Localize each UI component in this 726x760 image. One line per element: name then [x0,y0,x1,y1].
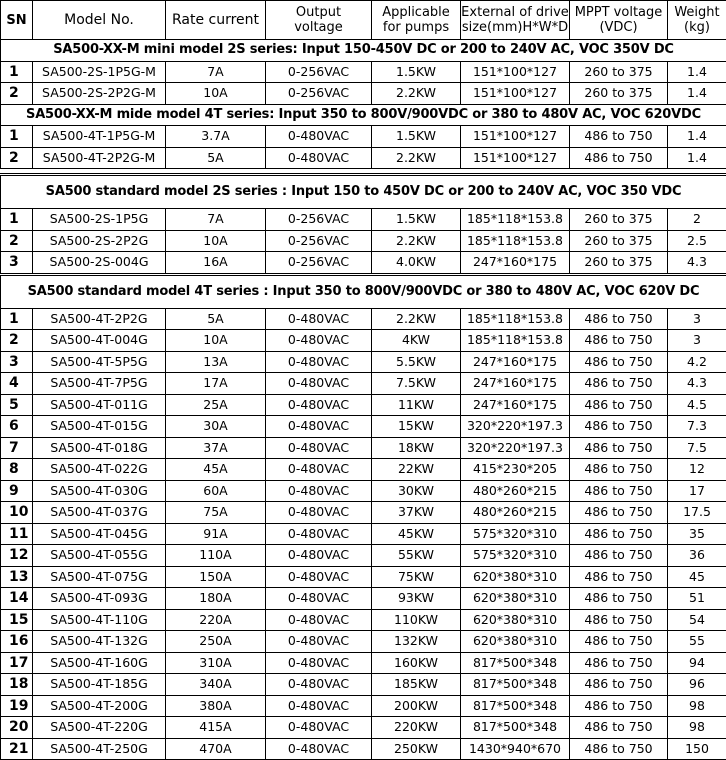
cell-sn: 18 [1,674,33,696]
cell-external-size: 185*118*153.8 [461,330,570,352]
cell-weight: 1.4 [668,61,726,83]
cell-output-voltage: 0-480VAC [266,674,372,696]
cell-weight: 3 [668,308,726,330]
header-weight-line2: (kg) [684,20,710,35]
table-row [1,609,726,631]
cell-weight: 51 [668,588,726,610]
table-row [1,459,726,481]
table-row [1,147,726,169]
table-row [1,502,726,524]
table-row [1,394,726,416]
cell-output-voltage: 0-480VAC [266,695,372,717]
cell-sn: 5 [1,394,33,416]
header-mppt-voltage [570,1,668,40]
cell-external-size: 620*380*310 [461,566,570,588]
table-row [1,351,726,373]
cell-model: SA500-4T-160G [33,652,166,674]
cell-external-size: 151*100*127 [461,147,570,169]
cell-rate-current: 7A [166,61,266,83]
cell-weight: 94 [668,652,726,674]
cell-sn: 20 [1,717,33,739]
cell-sn: 15 [1,609,33,631]
cell-rate-current: 110A [166,545,266,567]
cell-sn: 1 [1,61,33,83]
cell-external-size: 247*160*175 [461,373,570,395]
header-output-voltage [266,1,372,40]
section-title: SA500 standard model 4T series : Input 350 to 800V/900VDC or 380 to 480V AC, VOC 620V DC [1,274,726,308]
cell-model: SA500-4T-093G [33,588,166,610]
cell-mppt-voltage: 486 to 750 [570,566,668,588]
cell-sn: 3 [1,351,33,373]
cell-external-size: 247*160*175 [461,394,570,416]
table-row [1,252,726,275]
cell-weight: 150 [668,738,726,760]
cell-output-voltage: 0-256VAC [266,230,372,252]
cell-sn: 16 [1,631,33,653]
cell-mppt-voltage: 486 to 750 [570,695,668,717]
cell-output-voltage: 0-480VAC [266,330,372,352]
cell-output-voltage: 0-480VAC [266,394,372,416]
cell-rate-current: 415A [166,717,266,739]
cell-rate-current: 37A [166,437,266,459]
cell-model: SA500-4T-004G [33,330,166,352]
cell-mppt-voltage: 486 to 750 [570,437,668,459]
cell-rate-current: 17A [166,373,266,395]
header-external-line1: External of drive [461,5,569,20]
cell-mppt-voltage: 486 to 750 [570,588,668,610]
table-row [1,373,726,395]
cell-output-voltage: 0-480VAC [266,588,372,610]
cell-output-voltage: 0-480VAC [266,373,372,395]
header-output-voltage-line2: voltage [294,20,343,35]
cell-model: SA500-4T-2P2G-M [33,147,166,169]
cell-mppt-voltage: 486 to 750 [570,373,668,395]
cell-weight: 54 [668,609,726,631]
cell-mppt-voltage: 486 to 750 [570,545,668,567]
cell-sn: 21 [1,738,33,760]
cell-rate-current: 10A [166,330,266,352]
table-row [1,330,726,352]
table-row [1,652,726,674]
cell-model: SA500-4T-045G [33,523,166,545]
table-row [1,545,726,567]
cell-mppt-voltage: 486 to 750 [570,652,668,674]
cell-model: SA500-4T-200G [33,695,166,717]
section-title: SA500-XX-M mini model 2S series: Input 150-450V DC or 200 to 240V AC, VOC 350V DC [1,40,726,62]
header-output-voltage-line1: Output [296,5,341,20]
cell-weight: 55 [668,631,726,653]
cell-external-size: 575*320*310 [461,523,570,545]
cell-pump-power: 200KW [372,695,461,717]
cell-weight: 36 [668,545,726,567]
cell-output-voltage: 0-480VAC [266,631,372,653]
header-weight [668,1,726,40]
cell-mppt-voltage: 486 to 750 [570,674,668,696]
cell-output-voltage: 0-480VAC [266,437,372,459]
cell-pump-power: 2.2KW [372,230,461,252]
cell-external-size: 480*260*215 [461,480,570,502]
table-row [1,209,726,231]
cell-weight: 2.5 [668,230,726,252]
cell-sn: 1 [1,126,33,148]
section-header-row [1,274,726,308]
cell-pump-power: 5.5KW [372,351,461,373]
cell-mppt-voltage: 486 to 750 [570,738,668,760]
cell-mppt-voltage: 486 to 750 [570,416,668,438]
cell-rate-current: 380A [166,695,266,717]
header-pumps-line2: for pumps [383,20,449,35]
cell-output-voltage: 0-256VAC [266,61,372,83]
cell-output-voltage: 0-480VAC [266,308,372,330]
section-title: SA500 standard model 2S series : Input 150 to 450V DC or 200 to 240V AC, VOC 350 VDC [1,175,726,209]
header-rate-current: Rate current [166,1,266,40]
cell-external-size: 817*500*348 [461,652,570,674]
cell-mppt-voltage: 260 to 375 [570,61,668,83]
cell-mppt-voltage: 486 to 750 [570,126,668,148]
cell-rate-current: 60A [166,480,266,502]
cell-model: SA500-4T-2P2G [33,308,166,330]
cell-rate-current: 5A [166,308,266,330]
table-row [1,437,726,459]
cell-model: SA500-4T-037G [33,502,166,524]
cell-weight: 35 [668,523,726,545]
cell-mppt-voltage: 486 to 750 [570,523,668,545]
cell-rate-current: 30A [166,416,266,438]
cell-output-voltage: 0-480VAC [266,609,372,631]
header-row [1,1,726,40]
cell-model: SA500-2S-1P5G [33,209,166,231]
cell-pump-power: 160KW [372,652,461,674]
cell-external-size: 185*118*153.8 [461,230,570,252]
cell-external-size: 185*118*153.8 [461,209,570,231]
cell-sn: 10 [1,502,33,524]
cell-rate-current: 220A [166,609,266,631]
cell-sn: 14 [1,588,33,610]
cell-pump-power: 110KW [372,609,461,631]
cell-output-voltage: 0-480VAC [266,566,372,588]
cell-output-voltage: 0-480VAC [266,738,372,760]
cell-rate-current: 45A [166,459,266,481]
cell-mppt-voltage: 486 to 750 [570,502,668,524]
cell-model: SA500-4T-011G [33,394,166,416]
cell-mppt-voltage: 260 to 375 [570,83,668,105]
table-row [1,480,726,502]
cell-rate-current: 91A [166,523,266,545]
table-row [1,566,726,588]
cell-rate-current: 10A [166,230,266,252]
cell-output-voltage: 0-256VAC [266,252,372,275]
cell-model: SA500-2S-2P2G [33,230,166,252]
cell-output-voltage: 0-480VAC [266,480,372,502]
cell-rate-current: 310A [166,652,266,674]
cell-weight: 3 [668,330,726,352]
cell-sn: 7 [1,437,33,459]
cell-mppt-voltage: 486 to 750 [570,147,668,169]
cell-model: SA500-4T-1P5G-M [33,126,166,148]
cell-output-voltage: 0-256VAC [266,209,372,231]
table-row [1,126,726,148]
cell-external-size: 817*500*348 [461,674,570,696]
cell-external-size: 247*160*175 [461,351,570,373]
cell-output-voltage: 0-480VAC [266,717,372,739]
cell-rate-current: 16A [166,252,266,275]
cell-pump-power: 30KW [372,480,461,502]
cell-sn: 1 [1,209,33,231]
cell-model: SA500-4T-185G [33,674,166,696]
cell-model: SA500-4T-030G [33,480,166,502]
cell-model: SA500-4T-5P5G [33,351,166,373]
cell-pump-power: 11KW [372,394,461,416]
header-mppt-line1: MPPT voltage [575,5,663,20]
table-row [1,631,726,653]
cell-mppt-voltage: 486 to 750 [570,631,668,653]
cell-sn: 2 [1,83,33,105]
cell-sn: 17 [1,652,33,674]
cell-external-size: 247*160*175 [461,252,570,275]
cell-sn: 4 [1,373,33,395]
cell-pump-power: 4KW [372,330,461,352]
cell-weight: 2 [668,209,726,231]
cell-pump-power: 185KW [372,674,461,696]
header-weight-line1: Weight [674,5,719,20]
cell-pump-power: 22KW [372,459,461,481]
cell-sn: 2 [1,330,33,352]
cell-mppt-voltage: 486 to 750 [570,459,668,481]
cell-rate-current: 340A [166,674,266,696]
cell-sn: 8 [1,459,33,481]
table-row [1,308,726,330]
table-row [1,61,726,83]
cell-pump-power: 15KW [372,416,461,438]
cell-rate-current: 10A [166,83,266,105]
cell-mppt-voltage: 260 to 375 [570,230,668,252]
cell-pump-power: 7.5KW [372,373,461,395]
cell-output-voltage: 0-480VAC [266,351,372,373]
cell-mppt-voltage: 486 to 750 [570,609,668,631]
cell-output-voltage: 0-480VAC [266,416,372,438]
cell-weight: 17 [668,480,726,502]
cell-rate-current: 5A [166,147,266,169]
cell-pump-power: 250KW [372,738,461,760]
cell-pump-power: 220KW [372,717,461,739]
cell-weight: 98 [668,717,726,739]
cell-output-voltage: 0-480VAC [266,502,372,524]
cell-pump-power: 45KW [372,523,461,545]
cell-external-size: 185*118*153.8 [461,308,570,330]
cell-weight: 4.5 [668,394,726,416]
cell-rate-current: 75A [166,502,266,524]
cell-rate-current: 150A [166,566,266,588]
table-row [1,738,726,760]
section-header-row [1,104,726,126]
cell-output-voltage: 0-480VAC [266,523,372,545]
cell-pump-power: 1.5KW [372,126,461,148]
cell-external-size: 480*260*215 [461,502,570,524]
cell-weight: 45 [668,566,726,588]
cell-model: SA500-4T-015G [33,416,166,438]
table-row [1,717,726,739]
cell-output-voltage: 0-480VAC [266,147,372,169]
cell-sn: 2 [1,230,33,252]
cell-pump-power: 1.5KW [372,61,461,83]
cell-external-size: 620*380*310 [461,631,570,653]
cell-sn: 1 [1,308,33,330]
cell-sn: 6 [1,416,33,438]
cell-rate-current: 470A [166,738,266,760]
cell-mppt-voltage: 260 to 375 [570,209,668,231]
cell-model: SA500-4T-075G [33,566,166,588]
cell-rate-current: 25A [166,394,266,416]
cell-weight: 4.2 [668,351,726,373]
cell-external-size: 620*380*310 [461,588,570,610]
section-header-row [1,40,726,62]
table-row [1,523,726,545]
cell-sn: 13 [1,566,33,588]
cell-mppt-voltage: 486 to 750 [570,330,668,352]
cell-weight: 98 [668,695,726,717]
cell-pump-power: 1.5KW [372,209,461,231]
cell-sn: 9 [1,480,33,502]
cell-external-size: 151*100*127 [461,126,570,148]
cell-pump-power: 2.2KW [372,308,461,330]
cell-sn: 3 [1,252,33,275]
cell-mppt-voltage: 486 to 750 [570,717,668,739]
table-row [1,695,726,717]
cell-external-size: 320*220*197.3 [461,416,570,438]
cell-pump-power: 55KW [372,545,461,567]
cell-external-size: 415*230*205 [461,459,570,481]
header-applicable-pumps [372,1,461,40]
cell-external-size: 1430*940*670 [461,738,570,760]
cell-output-voltage: 0-480VAC [266,652,372,674]
cell-external-size: 151*100*127 [461,61,570,83]
cell-output-voltage: 0-480VAC [266,459,372,481]
cell-weight: 1.4 [668,83,726,105]
header-pumps-line1: Applicable [382,5,450,20]
cell-external-size: 151*100*127 [461,83,570,105]
cell-external-size: 817*500*348 [461,695,570,717]
cell-external-size: 575*320*310 [461,545,570,567]
cell-external-size: 620*380*310 [461,609,570,631]
cell-rate-current: 7A [166,209,266,231]
cell-weight: 4.3 [668,252,726,275]
cell-output-voltage: 0-480VAC [266,545,372,567]
cell-output-voltage: 0-480VAC [266,126,372,148]
cell-weight: 1.4 [668,147,726,169]
cell-pump-power: 18KW [372,437,461,459]
cell-external-size: 817*500*348 [461,717,570,739]
cell-sn: 2 [1,147,33,169]
cell-pump-power: 132KW [372,631,461,653]
cell-model: SA500-4T-132G [33,631,166,653]
table-row [1,230,726,252]
cell-rate-current: 13A [166,351,266,373]
cell-pump-power: 2.2KW [372,83,461,105]
cell-sn: 12 [1,545,33,567]
header-external-line2: size(mm)H*W*D [462,20,568,35]
cell-model: SA500-4T-022G [33,459,166,481]
table-row [1,83,726,105]
section-title: SA500-XX-M mide model 4T series: Input 350 to 800V/900VDC or 380 to 480V AC, VOC 620VDC [1,104,726,126]
cell-weight: 17.5 [668,502,726,524]
table-row [1,674,726,696]
cell-rate-current: 180A [166,588,266,610]
cell-mppt-voltage: 486 to 750 [570,394,668,416]
table-row [1,416,726,438]
table-body [1,40,726,760]
cell-model: SA500-4T-250G [33,738,166,760]
cell-rate-current: 3.7A [166,126,266,148]
cell-model: SA500-4T-055G [33,545,166,567]
cell-model: SA500-2S-1P5G-M [33,61,166,83]
cell-model: SA500-2S-2P2G-M [33,83,166,105]
cell-pump-power: 75KW [372,566,461,588]
table-row [1,588,726,610]
cell-model: SA500-4T-018G [33,437,166,459]
header-sn: SN [1,1,33,40]
header-external-size [461,1,570,40]
cell-weight: 7.5 [668,437,726,459]
header-model: Model No. [33,1,166,40]
cell-pump-power: 37KW [372,502,461,524]
cell-output-voltage: 0-256VAC [266,83,372,105]
cell-rate-current: 250A [166,631,266,653]
cell-sn: 19 [1,695,33,717]
section-header-row [1,175,726,209]
cell-model: SA500-4T-110G [33,609,166,631]
cell-model: SA500-4T-7P5G [33,373,166,395]
cell-mppt-voltage: 260 to 375 [570,252,668,275]
cell-mppt-voltage: 486 to 750 [570,308,668,330]
cell-sn: 11 [1,523,33,545]
cell-pump-power: 2.2KW [372,147,461,169]
cell-mppt-voltage: 486 to 750 [570,480,668,502]
cell-model: SA500-2S-004G [33,252,166,275]
cell-weight: 1.4 [668,126,726,148]
cell-weight: 4.3 [668,373,726,395]
cell-external-size: 320*220*197.3 [461,437,570,459]
cell-pump-power: 4.0KW [372,252,461,275]
cell-weight: 12 [668,459,726,481]
cell-pump-power: 93KW [372,588,461,610]
cell-model: SA500-4T-220G [33,717,166,739]
cell-weight: 7.3 [668,416,726,438]
cell-mppt-voltage: 486 to 750 [570,351,668,373]
header-mppt-line2: (VDC) [599,20,637,35]
cell-weight: 96 [668,674,726,696]
